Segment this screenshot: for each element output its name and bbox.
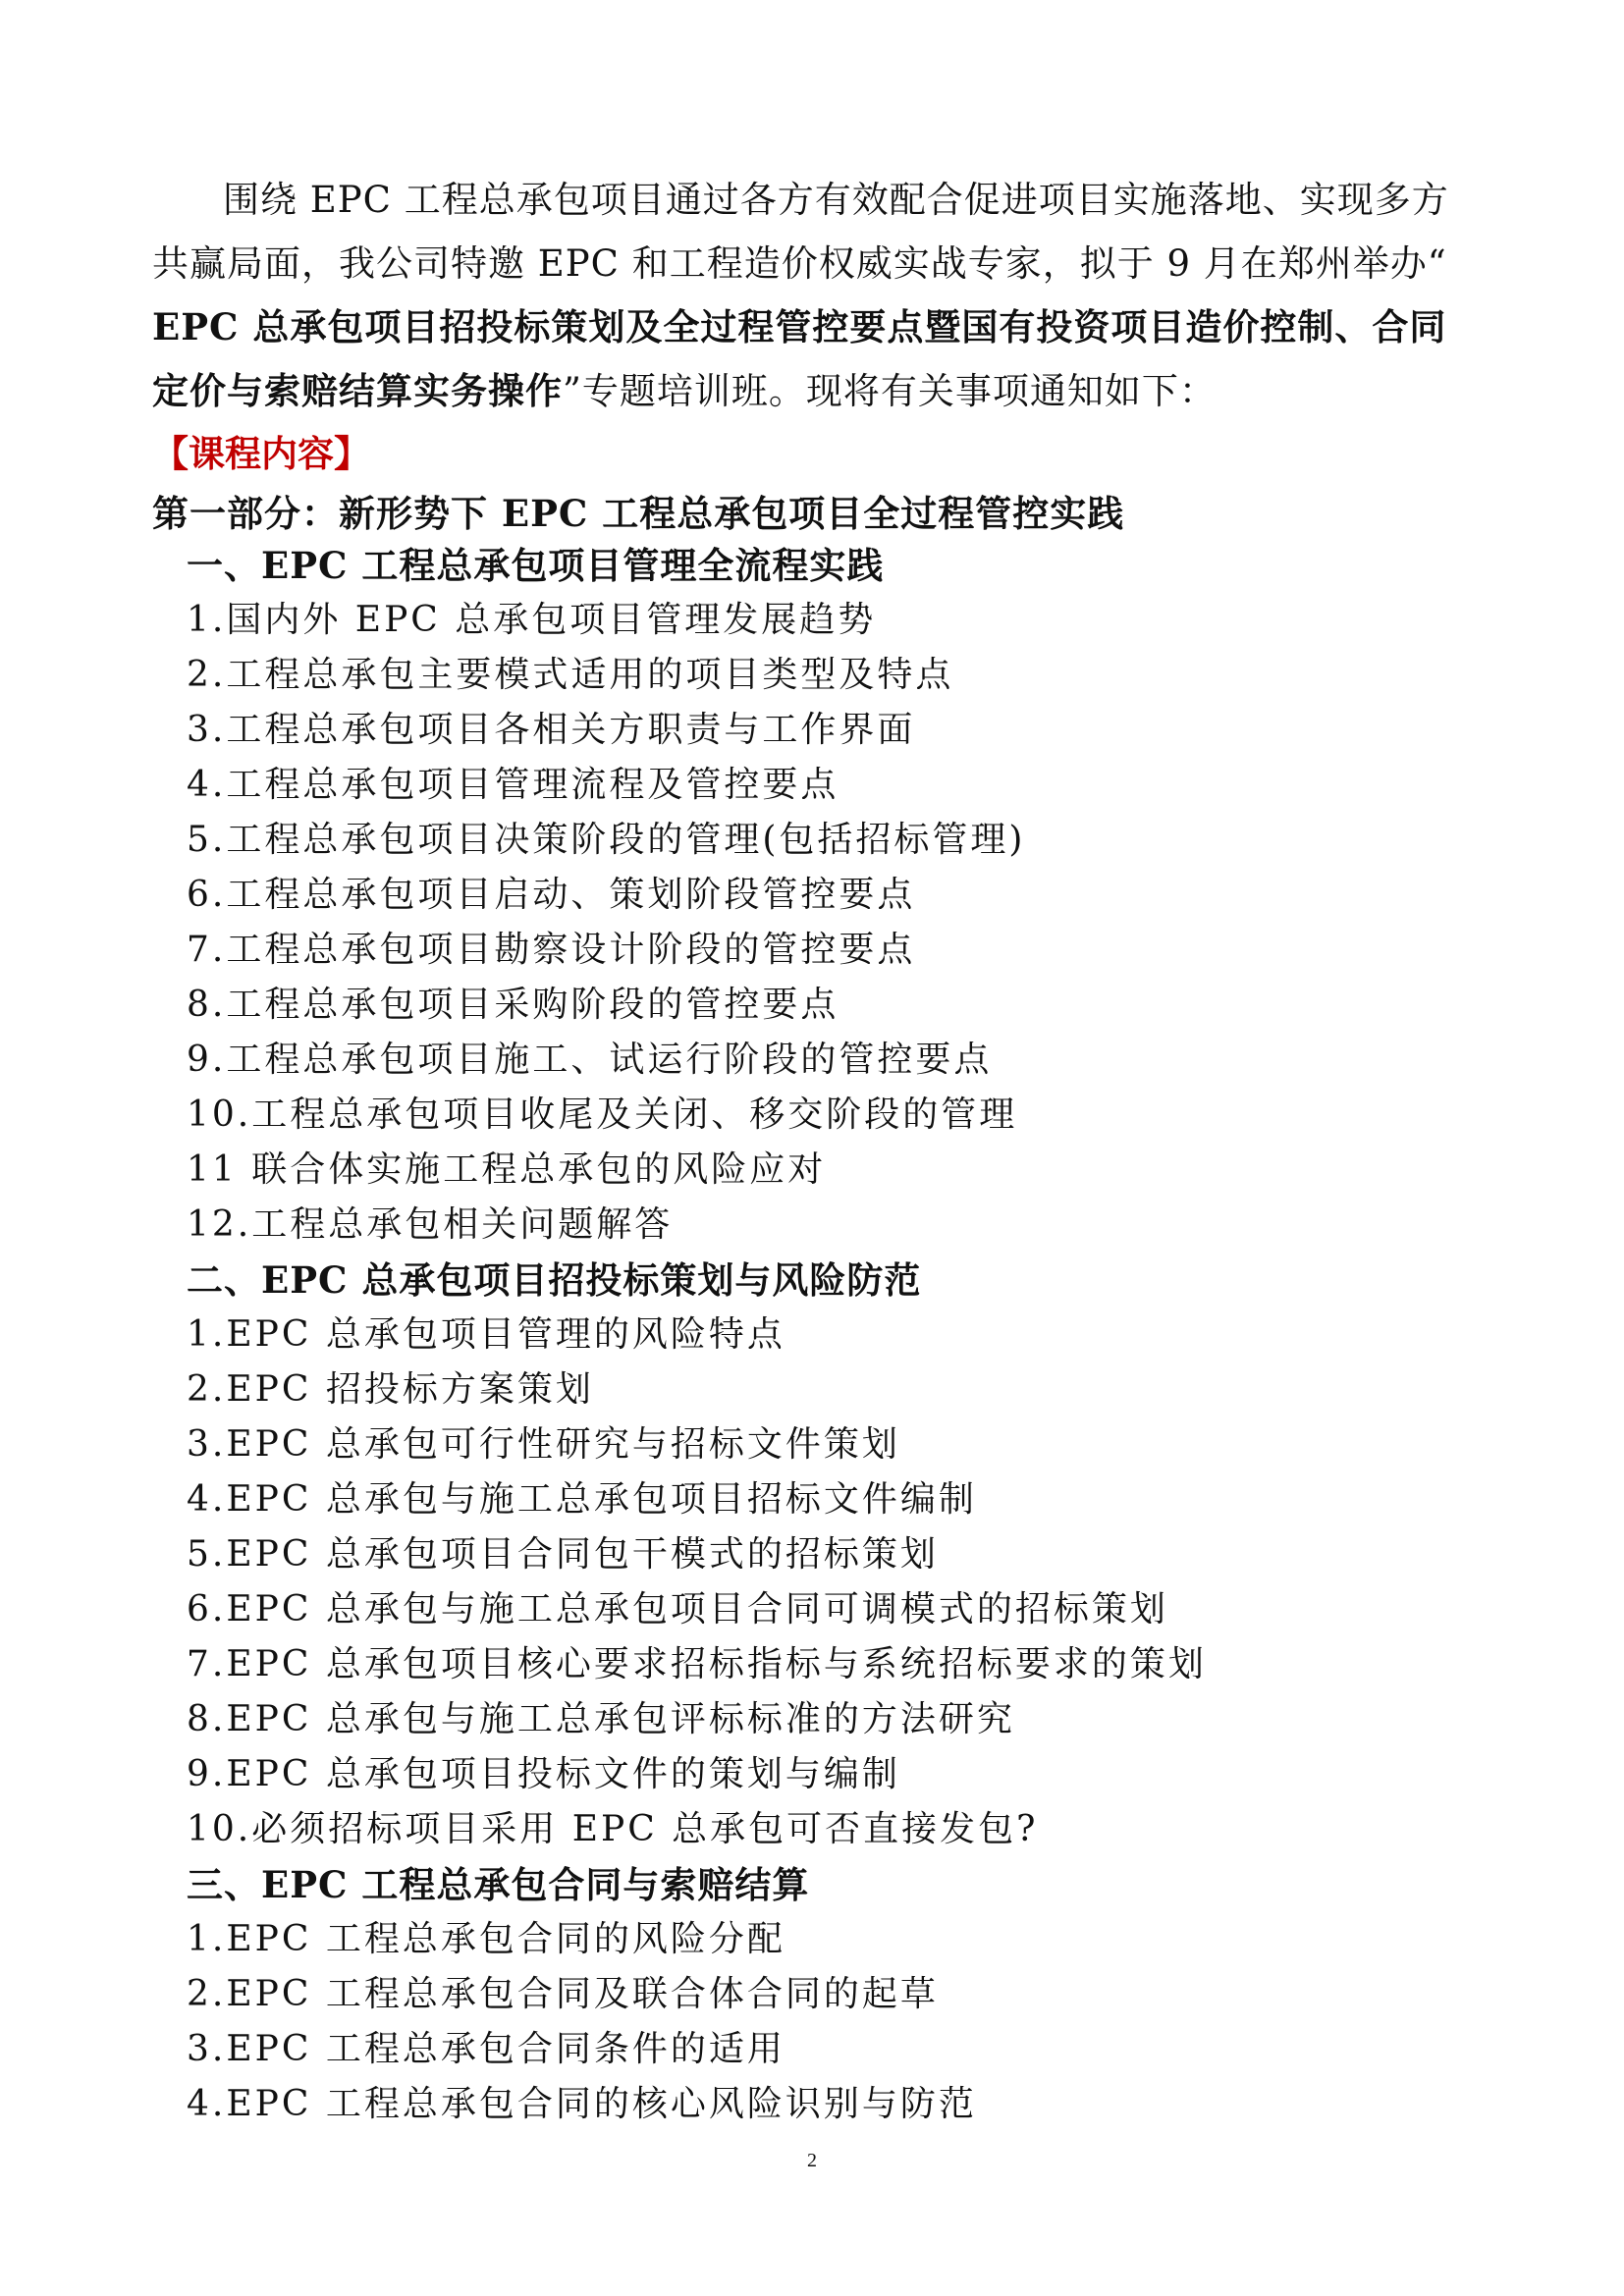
outline-item: 4.EPC 总承包与施工总承包项目招标文件编制 [187,1479,977,1520]
outline-item: 6.EPC 总承包与施工总承包项目合同可调模式的招标策划 [187,1589,1168,1629]
outline-item: 9.EPC 总承包项目投标文件的策划与编制 [187,1754,900,1794]
outline-item: 9.工程总承包项目施工、试运行阶段的管控要点 [187,1040,993,1080]
outline-item: 3.EPC 总承包可行性研究与招标文件策划 [187,1424,900,1465]
outline-item: 2.工程总承包主要模式适用的项目类型及特点 [187,655,954,695]
outline-item: 11 联合体实施工程总承包的风险应对 [187,1149,827,1190]
intro-paragraph [152,169,1478,423]
course-content-heading: 【课程内容】 [152,432,370,475]
outline-item: 3.EPC 工程总承包合同条件的适用 [187,2029,785,2069]
outline-item: 2.EPC 工程总承包合同及联合体合同的起草 [187,1974,939,2014]
outline-item: 4.EPC 工程总承包合同的核心风险识别与防范 [187,2084,977,2124]
outline-item: 4.工程总承包项目管理流程及管控要点 [187,765,839,805]
outline-item: 5.EPC 总承包项目合同包干模式的招标策划 [187,1534,939,1575]
outline-item: 8.EPC 总承包与施工总承包评标标准的方法研究 [187,1699,1015,1739]
intro-text-end: ”专题培训班。现将有关事项通知如下： [563,370,1217,412]
outline-item: 5.工程总承包项目决策阶段的管理(包括招标管理) [187,820,1026,860]
outline-item: 8.工程总承包项目采购阶段的管控要点 [187,985,839,1025]
outline-item: 10.工程总承包项目收尾及关闭、移交阶段的管理 [187,1095,1018,1135]
outline-section-heading: 三、EPC 工程总承包合同与索赔结算 [187,1863,810,1906]
intro-course-title: EPC 总承包项目招投标策划及全过程管控要点暨国有投资项目造价控制、合同定价与索赔结算实务操作 [152,305,1447,412]
outline-item: 1.EPC 总承包项目管理的风险特点 [187,1314,785,1355]
outline-section-heading: 一、EPC 工程总承包项目管理全流程实践 [187,544,885,587]
outline-item: 2.EPC 招投标方案策划 [187,1369,594,1410]
course-outline [187,538,1483,2132]
outline-item: 3.工程总承包项目各相关方职责与工作界面 [187,710,916,750]
outline-item: 7.工程总承包项目勘察设计阶段的管控要点 [187,930,916,970]
outline-item: 10.必须招标项目采用 EPC 总承包可否直接发包? [187,1809,1039,1849]
outline-item: 7.EPC 总承包项目核心要求招标指标与系统招标要求的策划 [187,1644,1207,1684]
page-number: 2 [807,2150,817,2171]
intro-text-start: 围绕 EPC 工程总承包项目通过各方有效配合促进项目实施落地、实现多方共赢局面，我公司特邀 EPC 和工程造价权威实战专家，拟于 9 月在郑州举办“ [152,179,1449,285]
outline-item: 6.工程总承包项目启动、策划阶段管控要点 [187,875,916,915]
outline-section-heading: 二、EPC 总承包项目招投标策划与风险防范 [187,1258,922,1302]
outline-item: 1.国内外 EPC 总承包项目管理发展趋势 [187,600,877,640]
part-one-heading: 第一部分：新形势下 EPC 工程总承包项目全过程管控实践 [152,492,1125,535]
outline-item: 12.工程总承包相关问题解答 [187,1204,674,1245]
outline-item: 1.EPC 工程总承包合同的风险分配 [187,1919,785,1959]
